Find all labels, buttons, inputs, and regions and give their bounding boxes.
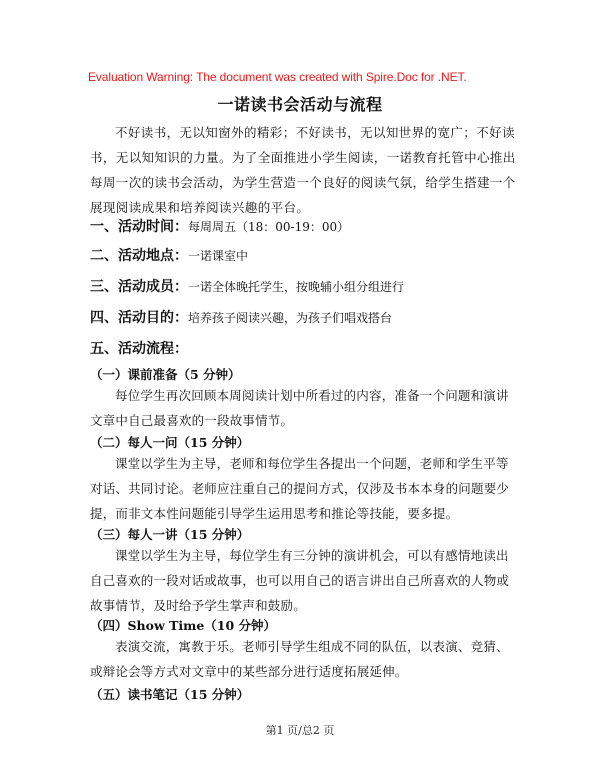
section-purpose [90, 307, 530, 327]
section-process-label: 五、活动流程： [90, 341, 188, 357]
section-time-label: 一、活动时间： [90, 219, 188, 235]
section-members [90, 276, 530, 296]
section-place-label: 二、活动地点： [90, 248, 188, 264]
page-footer: 第1 页/总2 页 [265, 724, 335, 737]
section-purpose-label: 四、活动目的： [90, 310, 188, 326]
step-5-heading: （五）读书笔记（15 分钟） [90, 687, 250, 702]
section-process [90, 338, 530, 358]
step-3-heading: （三）每人一讲（15 分钟） [90, 527, 250, 542]
step-2-heading: （二）每人一问（15 分钟） [90, 435, 250, 450]
section-purpose-value: 培养孩子阅读兴趣，为孩子们唱戏搭台 [188, 311, 393, 325]
section-place [90, 245, 530, 265]
step-1-heading: （一）课前准备（5 分钟） [90, 367, 241, 382]
section-members-label: 三、活动成员： [90, 279, 188, 295]
step-2-text: 课堂以学生为主导，老师和每位学生各提出一个问题，老师和学生平等对话、共同讨论。老师应注重自己的提问方式，仅涉及书本本身的问题要少提，而非文本性问题能引导学生运用思考和推论等技能，要多提。 [90, 456, 510, 521]
step-4-heading: （四）Show Time（10 分钟） [90, 618, 277, 633]
step-1-text: 每位学生再次回顾本周阅读计划中所看过的内容，准备一个问题和演讲文章中自己最喜欢的一段故事情节。 [90, 388, 509, 428]
section-time-value: 每周周五（18：00-19：00） [188, 220, 350, 234]
step-4-text: 表演交流，寓教于乐。老师引导学生组成不同的队伍，以表演、竞猜、或辩论会等方式对文章中的某些部分进行适度拓展延伸。 [90, 639, 509, 679]
step-3-text: 课堂以学生为主导，每位学生有三分钟的演讲机会，可以有感情地读出自己喜欢的一段对话或故事，也可以用自己的语言讲出自己所喜欢的人物或故事情节，及时给予学生掌声和鼓励。 [90, 548, 510, 613]
evaluation-warning: Evaluation Warning: The document was created with Spire.Doc for .NET. [88, 70, 467, 84]
section-members-value: 一诺全体晚托学生，按晚辅小组分组进行 [188, 280, 405, 294]
section-place-value: 一诺课室中 [188, 249, 249, 263]
intro-paragraph: 不好读书，无以知窗外的精彩；不好读书，无以知世界的宽广；不好读书，无以知知识的力量。为了全面推进小学生阅读，一诺教育托管中心推出每周一次的读书会活动，为学生营造一个良好的阅读气氛，给学生搭建一个展现阅读成果和培养阅读兴趣的平台。 [90, 125, 516, 215]
section-time [90, 216, 530, 236]
document-title: 一诺读书会活动与流程 [217, 95, 383, 114]
